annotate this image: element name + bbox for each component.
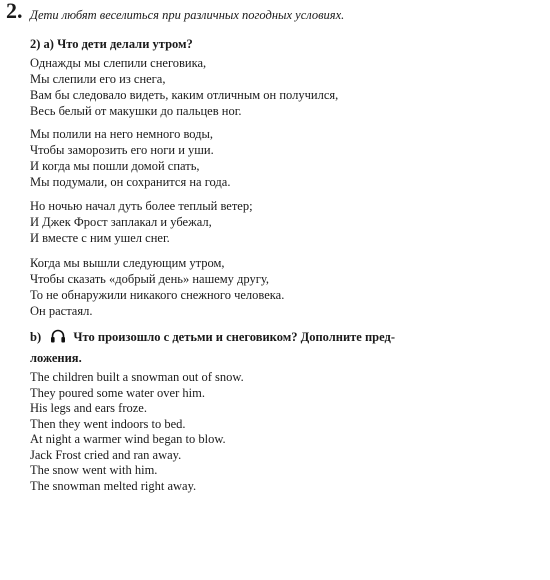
- poem-stanza-3: [30, 198, 253, 246]
- poem-line: И когда мы пошли домой спать,: [30, 159, 200, 173]
- poem-line: Когда мы вышли следующим утром,: [30, 256, 225, 270]
- poem-line: Мы подумали, он сохранится на года.: [30, 175, 231, 189]
- headphones-icon: [50, 328, 66, 349]
- sentence-line: His legs and ears froze.: [30, 401, 147, 415]
- poem-stanza-1: [30, 55, 338, 119]
- sentence-line: Then they went indoors to bed.: [30, 416, 186, 431]
- part-b-letter: b): [30, 330, 42, 344]
- exercise-number: 2.: [6, 0, 23, 23]
- poem-line: Мы полили на него немного воды,: [30, 127, 214, 141]
- poem-line: Вам бы следовало видеть, каким отличным он получился,: [30, 88, 339, 102]
- poem-line: Чтобы сказать «добрый день» нашему другу,: [30, 272, 269, 286]
- sentence-line: Jack Frost cried and ran away.: [30, 447, 182, 462]
- part-b-question-line2: ложения.: [30, 351, 82, 365]
- poem-line: Чтобы заморозить его ноги и уши.: [30, 143, 214, 157]
- poem-line: Мы слепили его из снега,: [30, 72, 166, 86]
- poem-line: И вместе с ним ушел снег.: [30, 231, 170, 245]
- sentence-line: The snowman melted right away.: [30, 478, 197, 493]
- part-b-question: [30, 328, 450, 367]
- poem-line: Но ночью начал дуть более теплый ветер;: [30, 199, 253, 213]
- sentence-line: The children built a snowman out of snow.: [30, 370, 244, 384]
- part-a-heading: 2) a) Что дети делали утром?: [30, 37, 193, 51]
- sentence-line: At night a warmer wind began to blow.: [30, 432, 226, 446]
- poem-line: Он растаял.: [30, 304, 93, 318]
- poem-line: И Джек Фрост заплакал и убежал,: [30, 215, 212, 229]
- poem-line: То не обнаружили никакого снежного человека.: [30, 288, 285, 302]
- poem-line: Однажды мы слепили снеговика,: [30, 56, 207, 70]
- sentence-line: The snow went with him.: [30, 463, 158, 477]
- part-b-question-line1: Что произошло с детьми и снеговиком? Дополните пред-: [73, 330, 395, 344]
- poem-line: Весь белый от макушки до пальцев ног.: [30, 104, 242, 118]
- poem-stanza-2: [30, 126, 230, 190]
- english-sentences: [30, 370, 244, 494]
- exercise-intro: Дети любят веселиться при различных погодных условиях.: [30, 8, 345, 22]
- sentence-line: They poured some water over him.: [30, 385, 205, 400]
- poem-stanza-4: [30, 255, 284, 319]
